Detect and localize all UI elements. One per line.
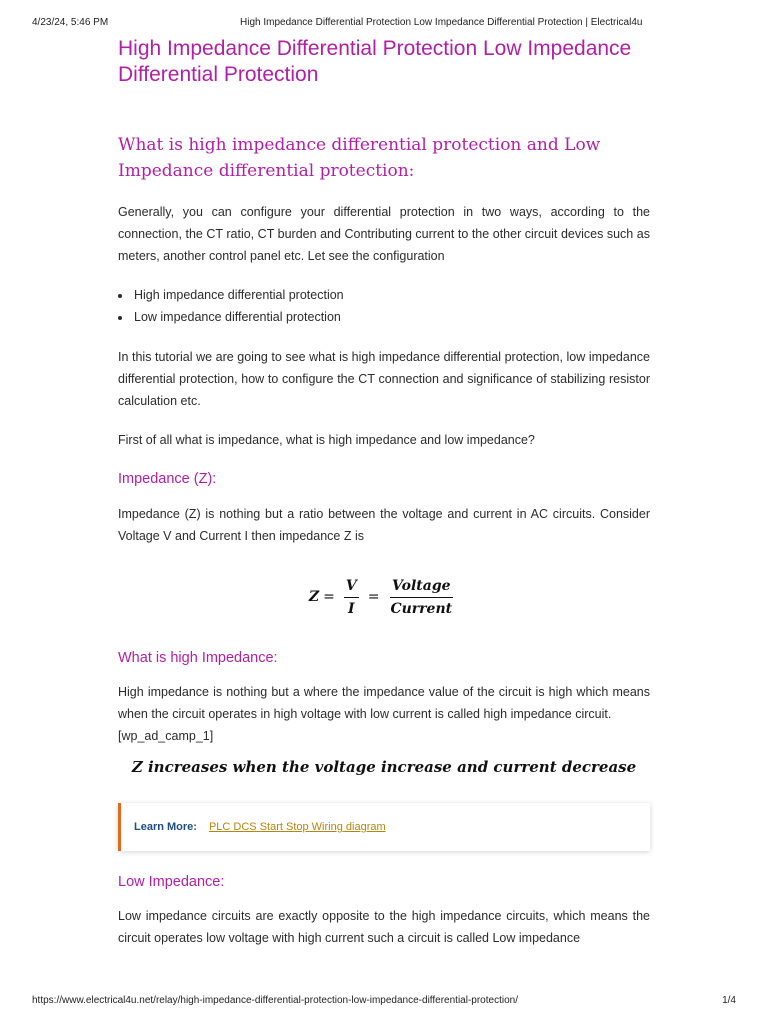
section-heading: What is high impedance differential protection and Low Impedance differential protection:: [118, 135, 601, 181]
first-of-all-paragraph: First of all what is impedance, what is high impedance and low impedance?: [118, 433, 535, 447]
impedance-formula: [118, 567, 650, 627]
high-impedance-paragraph: High impedance is nothing but a where the impedance value of the circuit is high which means when the circuit operates in high voltage with low current is called high impedance circuit.: [118, 685, 650, 721]
print-doc-title: High Impedance Differential Protection Low Impedance Differential Protection | Electrical4u: [240, 17, 643, 28]
high-impedance-heading: What is high Impedance:: [118, 650, 278, 666]
article: [118, 36, 650, 949]
list-item: • Low impedance differential protection: [132, 306, 650, 328]
low-impedance-heading: Low Impedance:: [118, 874, 225, 890]
formula-denominator-current: Current: [390, 600, 453, 617]
impedance-heading: Impedance (Z):: [118, 471, 217, 487]
page-number: 1/4: [722, 995, 736, 1006]
low-impedance-paragraph: Low impedance circuits are exactly opposite to the high impedance circuits, which means the circuit operates low voltage with high current such a circuit is called Low impedance: [118, 909, 650, 945]
page-title: High Impedance Differential Protection Low Impedance Differential Protection: [118, 37, 632, 86]
ad-shortcode-text: [wp_ad_camp_1]: [118, 729, 214, 743]
print-date: 4/23/24, 5:46 PM: [32, 17, 109, 28]
learn-more-label: Learn More:: [134, 821, 197, 833]
learn-more-link[interactable]: PLC DCS Start Stop Wiring diagram: [208, 821, 386, 833]
formula-equals: =: [367, 589, 380, 605]
configuration-list: [118, 284, 650, 328]
formula-numerator-v: V: [344, 577, 359, 598]
list-item: • High impedance differential protection: [132, 284, 650, 306]
tutorial-paragraph: In this tutorial we are going to see what is high impedance differential protection, low impedance differential protection, how to configure the CT connection and significance of stabilizing resistor calculation etc.: [118, 350, 650, 408]
impedance-statement: Z increases when the voltage increase and current decrease: [131, 758, 637, 776]
learn-more-box: [118, 803, 650, 851]
intro-paragraph: Generally, you can configure your differential protection in two ways, according to the connection, the CT ratio, CT burden and Contributing current to the other circuit devices such as meters, another control panel etc. Let see the configuration: [118, 205, 650, 263]
print-url: https://www.electrical4u.net/relay/high-impedance-differential-protection-low-impedance-differential-protection/: [32, 995, 518, 1006]
formula-equals: =: [323, 589, 335, 605]
formula-fraction-words: [388, 577, 454, 618]
impedance-paragraph: Impedance (Z) is nothing but a ratio between the voltage and current in AC circuits. Consider Voltage V and Current I then impedance Z is: [118, 507, 650, 543]
formula-fraction-vi: [344, 577, 359, 618]
formula-lhs: Z: [308, 589, 320, 605]
print-header: [32, 17, 736, 31]
print-footer: [32, 995, 736, 1009]
formula-denominator-i: I: [348, 600, 355, 617]
formula-numerator-voltage: Voltage: [390, 577, 452, 598]
